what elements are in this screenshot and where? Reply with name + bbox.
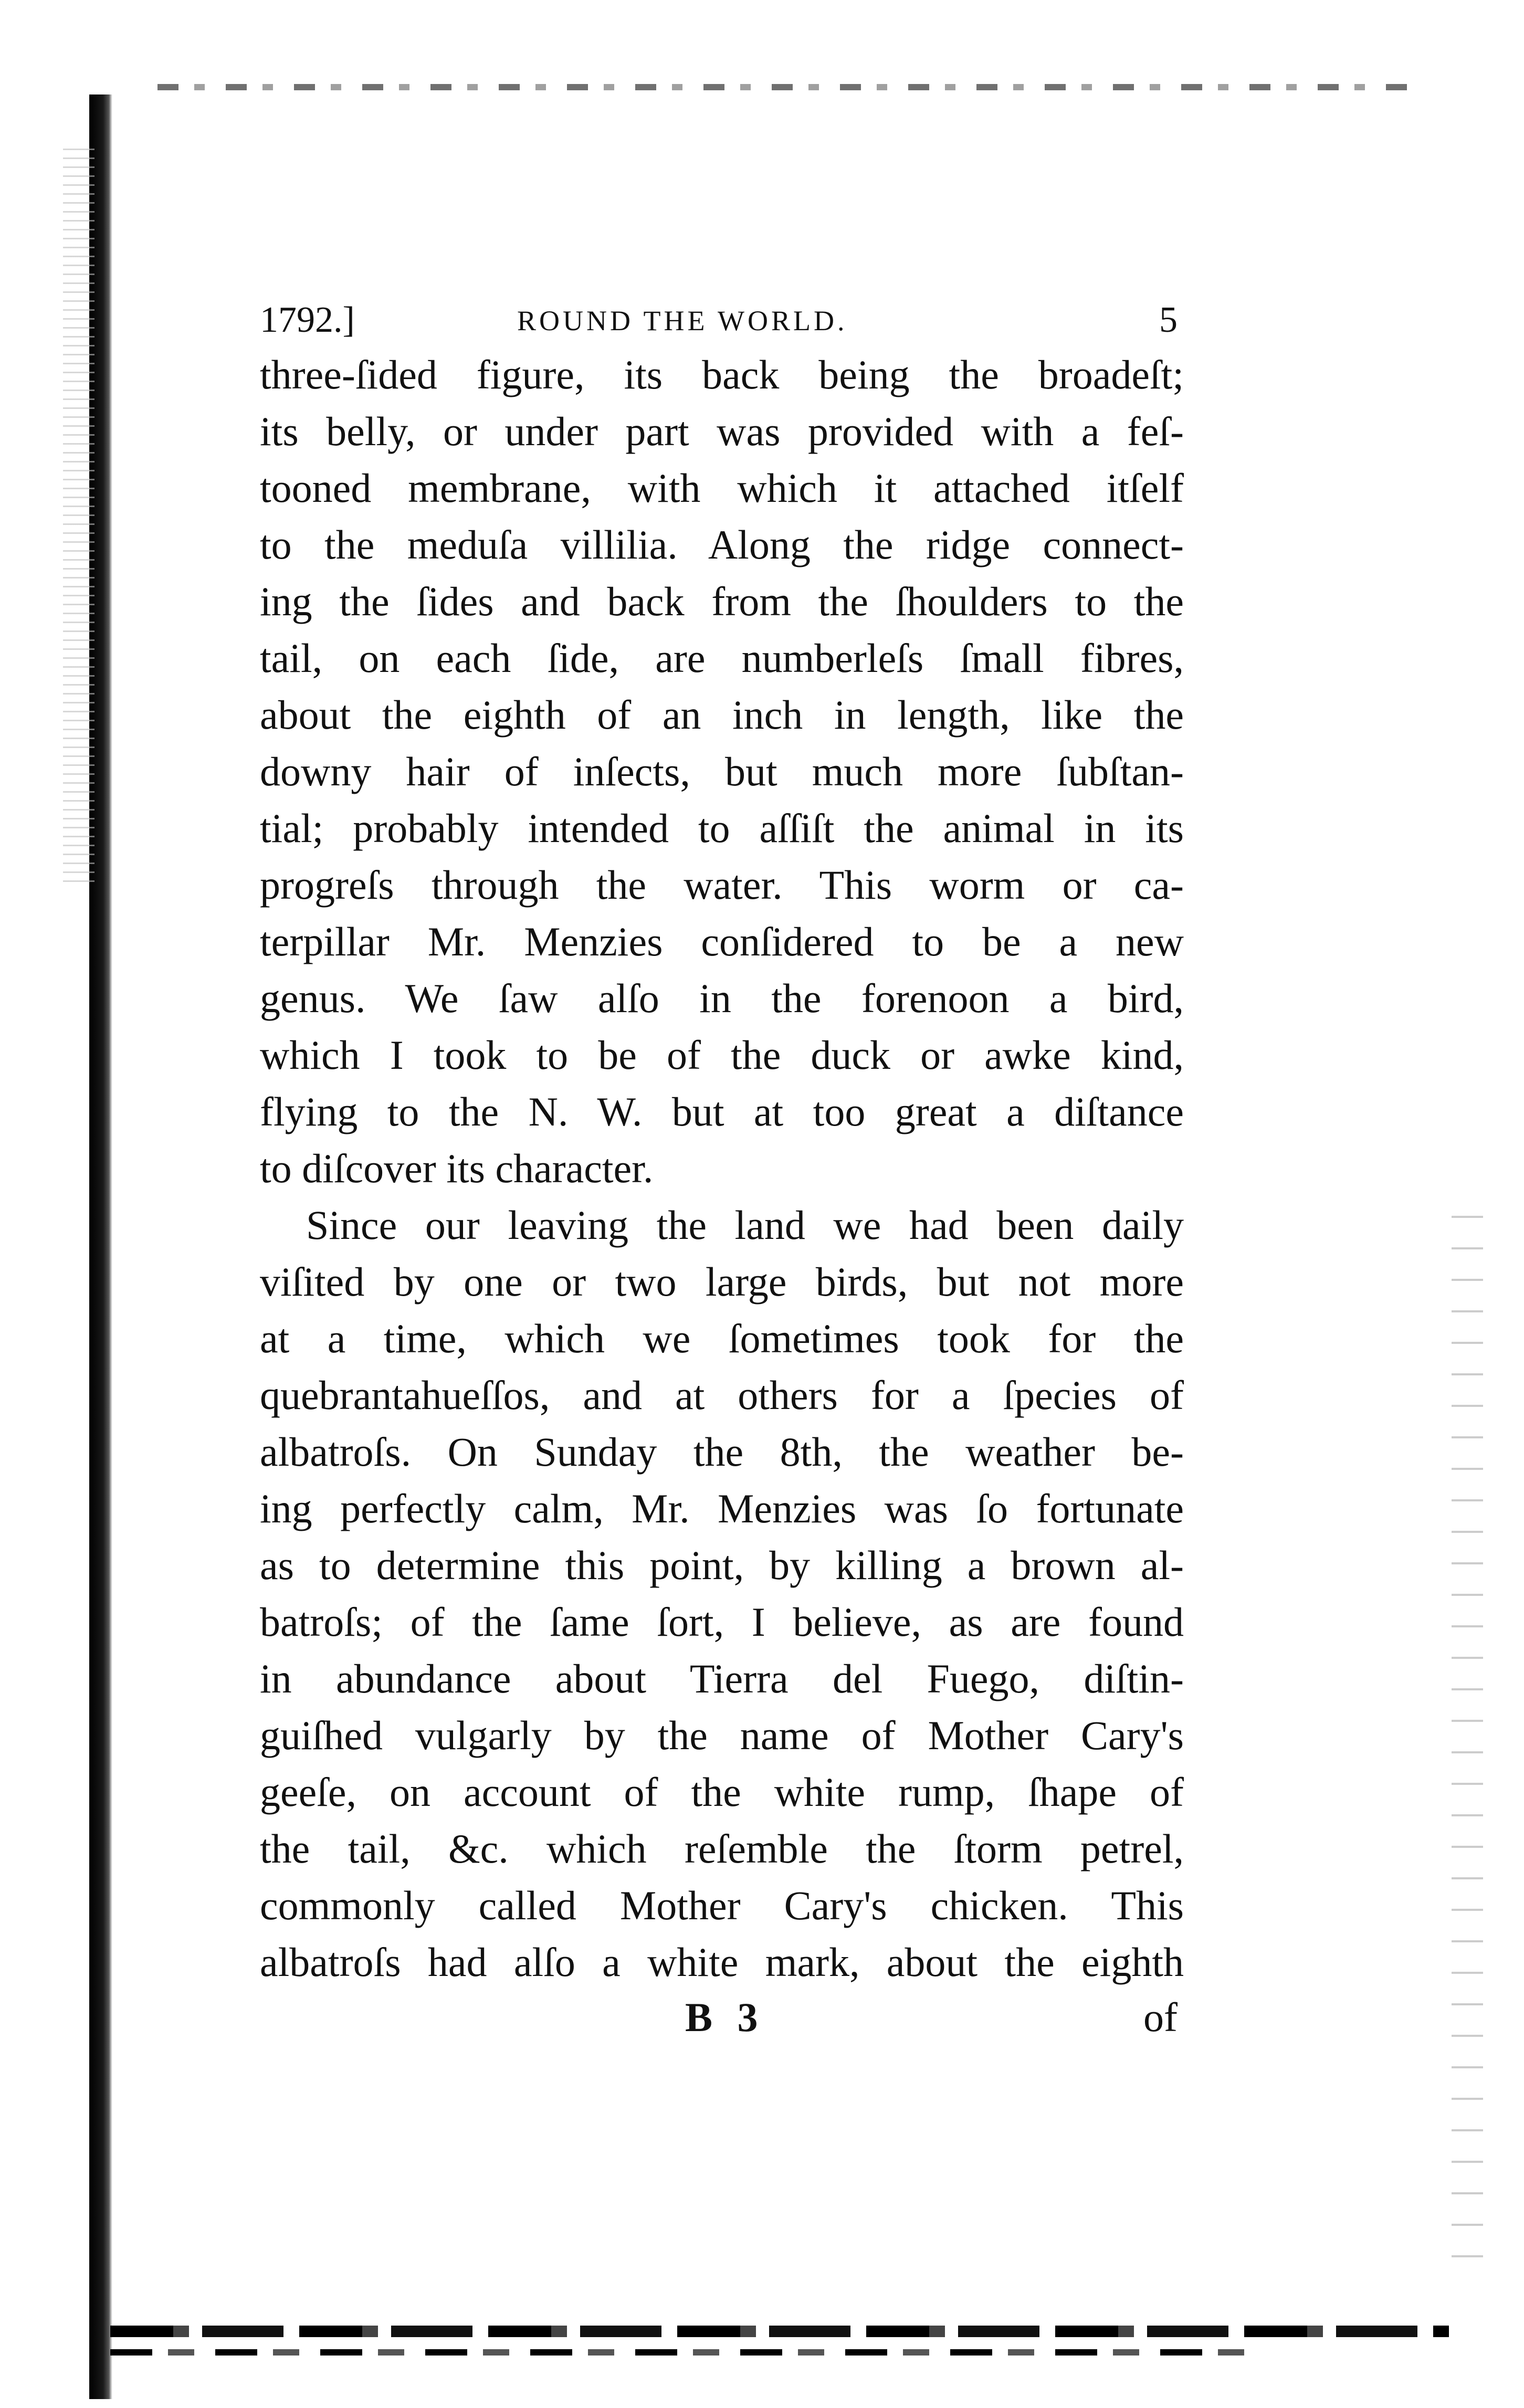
page-number: 5 (1159, 300, 1178, 340)
body-line: progreſs through the water. This worm or ca- (260, 862, 1184, 908)
body-line: viſited by one or two large birds, but not more (260, 1259, 1184, 1305)
text-block (260, 299, 1184, 2057)
body-line: as to determine this point, by killing a brown al- (260, 1542, 1184, 1588)
body-line: ing the ſides and back from the ſhoulders to the (260, 579, 1184, 624)
spine-texture (63, 147, 94, 882)
body-line: tial; probably intended to aſſiſt the animal in its (260, 805, 1184, 851)
page-footer (260, 1994, 1184, 2057)
running-head (260, 299, 1184, 346)
catchword: of (1143, 1994, 1178, 2040)
paragraph-end-line: to diſcover its character. (260, 1145, 654, 1191)
body-line: ing perfectly calm, Mr. Menzies was ſo fortunate (260, 1486, 1184, 1531)
right-margin-specks (1452, 1207, 1483, 2257)
signature-mark: B 3 (685, 1994, 765, 2040)
top-page-edge (157, 84, 1417, 90)
body-line: genus. We ſaw alſo in the forenoon a bird, (260, 975, 1184, 1021)
body-line: to the meduſa villilia. Along the ridge connect- (260, 522, 1184, 567)
bottom-page-edge-lower (110, 2349, 1265, 2356)
body-line: its belly, or under part was provided with a feſ- (260, 408, 1184, 454)
header-year: 1792.] (260, 300, 355, 340)
body-line: at a time, which we ſometimes took for the (260, 1316, 1184, 1361)
body-line: terpillar Mr. Menzies conſidered to be a new (260, 919, 1184, 964)
body-line: quebrantahueſſos, and at others for a ſpecies of (260, 1372, 1184, 1418)
body-line: in abundance about Tierra del Fuego, diſtin- (260, 1656, 1184, 1701)
header-title: ROUND THE WORLD. (517, 305, 848, 337)
body-line: guiſhed vulgarly by the name of Mother Cary's (260, 1712, 1184, 1758)
paragraph-start-line: Since our leaving the land we had been daily (306, 1202, 1184, 1248)
body-line: flying to the N. W. but at too great a diſtance (260, 1089, 1184, 1134)
body-line: albatroſs had alſo a white mark, about the eighth (260, 1939, 1184, 1985)
body-line: batroſs; of the ſame ſort, I believe, as are found (260, 1599, 1184, 1645)
body-line: three-ſided figure, its back being the broadeſt; (260, 352, 1184, 397)
body-line: the tail, &c. which reſemble the ſtorm petrel, (260, 1826, 1184, 1871)
body-line: which I took to be of the duck or awke kind, (260, 1032, 1184, 1078)
body-line: tail, on each ſide, are numberleſs ſmall fibres, (260, 635, 1184, 681)
body-line: geeſe, on account of the white rump, ſhape of (260, 1769, 1184, 1815)
body-line: albatroſs. On Sunday the 8th, the weather be- (260, 1429, 1184, 1475)
body-line: downy hair of inſects, but much more ſubſtan- (260, 749, 1184, 794)
body-line: commonly called Mother Cary's chicken. This (260, 1883, 1184, 1928)
body-line: about the eighth of an inch in length, like the (260, 692, 1184, 738)
bottom-page-edge (110, 2326, 1449, 2337)
body-line: tooned membrane, with which it attached itſelf (260, 465, 1184, 511)
